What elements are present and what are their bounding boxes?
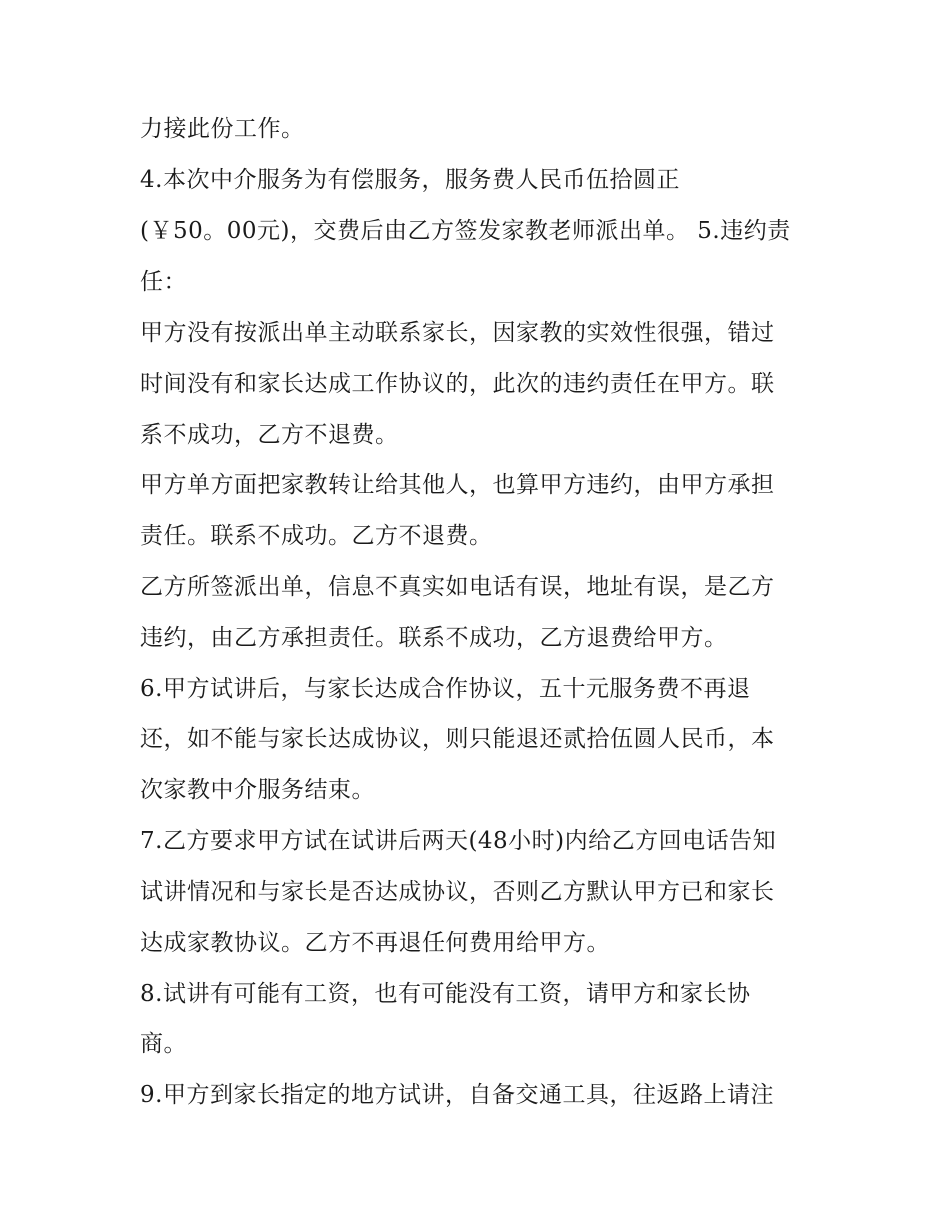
- text-line: 甲方单方面把家教转让给其他人，也算甲方违约，由甲方承担: [140, 472, 775, 498]
- text-line: 系不成功，乙方不退费。: [140, 422, 399, 448]
- text-line: 还，如不能与家长达成协议，则只能退还贰拾伍圆人民币，本: [140, 726, 775, 752]
- text-line: 次家教中介服务结束。: [140, 777, 375, 803]
- text-line: 6.甲方试讲后，与家长达成合作协议，五十元服务费不再退: [140, 676, 751, 702]
- text-line: 违约，由乙方承担责任。联系不成功，乙方退费给甲方。: [140, 625, 728, 651]
- text-line: 达成家教协议。乙方不再退任何费用给甲方。: [140, 930, 610, 956]
- text-line: 商。: [140, 1031, 187, 1057]
- text-line: 8.试讲有可能有工资，也有可能没有工资，请甲方和家长协: [140, 981, 751, 1007]
- text-line: 试讲情况和与家长是否达成协议，否则乙方默认甲方已和家长: [140, 879, 775, 905]
- text-line: 力接此份工作。: [140, 116, 305, 142]
- text-line: 时间没有和家长达成工作协议的，此次的违约责任在甲方。联: [140, 371, 775, 397]
- text-line: 甲方没有按派出单主动联系家长，因家教的实效性很强，错过: [140, 320, 775, 346]
- text-line: 责任。联系不成功。乙方不退费。: [140, 523, 493, 549]
- text-line: 任：: [140, 269, 187, 295]
- text-line: 乙方所签派出单，信息不真实如电话有误，地址有误，是乙方: [140, 574, 775, 600]
- text-line: 7.乙方要求甲方试在试讲后两天(48小时)内给乙方回电话告知: [140, 828, 777, 854]
- text-line: 4.本次中介服务为有偿服务，服务费人民币伍拾圆正: [140, 167, 680, 193]
- text-line: (￥50。00元)，交费后由乙方签发家教老师派出单。 5.违约责: [140, 218, 791, 244]
- text-line: 9.甲方到家长指定的地方试讲，自备交通工具，往返路上请注: [140, 1082, 774, 1108]
